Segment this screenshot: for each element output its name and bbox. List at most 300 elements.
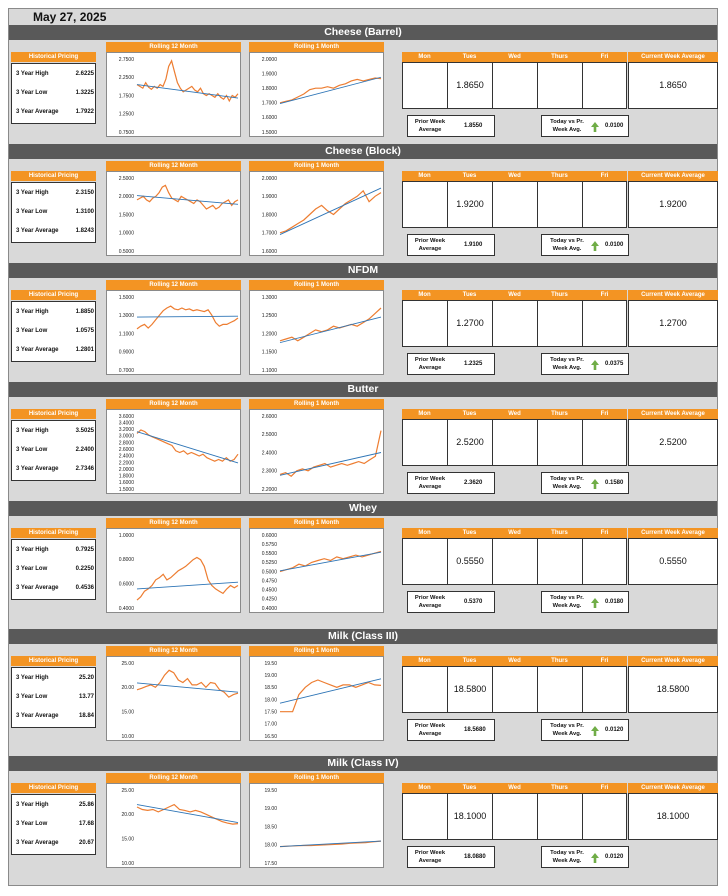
mon-price: [403, 794, 448, 839]
y-tick-label: 1.7500: [118, 93, 134, 100]
rolling-12-month-header: Rolling 12 Month: [106, 280, 241, 290]
prior-week-average-label: Prior Week Average: [414, 357, 446, 371]
y-tick-label: 1.5000: [261, 129, 277, 136]
today-vs-prior-value: 0.0100: [605, 123, 624, 129]
y-tick-label: 1.9000: [261, 194, 277, 201]
mon-header: Mon: [402, 290, 447, 300]
rolling-1-month-header: Rolling 1 Month: [249, 773, 384, 783]
price-report-sheet: [8, 8, 718, 886]
three-year-average-label: 3 Year Average: [16, 228, 59, 234]
thurs-price: [538, 182, 583, 227]
three-year-average-value: 18.84: [78, 713, 94, 719]
y-tick-label: 19.00: [264, 806, 277, 813]
y-tick-label: 2.2500: [118, 75, 134, 82]
fri-price: [583, 667, 626, 712]
y-tick-label: 1.3000: [118, 313, 134, 320]
y-tick-label: 0.9000: [118, 349, 134, 356]
price-series-line: [137, 558, 238, 601]
rolling-1-month-header: Rolling 1 Month: [249, 518, 384, 528]
price-series-line: [137, 306, 238, 329]
y-tick-label: 3.0000: [118, 433, 134, 440]
y-tick-label: 0.5750: [261, 541, 277, 548]
y-tick-label: 0.6000: [261, 532, 277, 539]
prior-week-average-value: 18.0880: [464, 854, 486, 860]
historical-pricing-header: Historical Pricing: [11, 290, 96, 300]
three-year-low-value: 1.3225: [75, 90, 94, 96]
rolling-1-month-header: Rolling 1 Month: [249, 399, 384, 409]
y-tick-label: 19.00: [264, 672, 277, 679]
three-year-average-value: 1.7922: [75, 109, 94, 115]
current-week-average-value: 1.8650: [628, 62, 718, 109]
three-year-low-label: 3 Year Low: [16, 694, 48, 700]
rolling-12-month-chart: [106, 656, 241, 741]
y-tick-label: 0.4750: [261, 578, 277, 585]
three-year-high-value: 1.8850: [75, 309, 94, 315]
y-tick-label: 1.8000: [261, 212, 277, 219]
prior-week-average-label: Prior Week Average: [414, 850, 446, 864]
three-year-average-value: 1.2801: [75, 347, 94, 353]
y-tick-label: 2.0000: [118, 194, 134, 201]
wed-header: Wed: [492, 290, 537, 300]
y-tick-label: 20.00: [121, 685, 134, 692]
three-year-average-label: 3 Year Average: [16, 347, 59, 353]
y-tick-label: 2.6000: [261, 413, 277, 420]
price-series-line: [137, 670, 238, 697]
rolling-12-month-header: Rolling 12 Month: [106, 42, 241, 52]
three-year-average-label: 3 Year Average: [16, 466, 59, 472]
wed-header: Wed: [492, 528, 537, 538]
three-year-low-value: 17.68: [78, 821, 94, 827]
historical-pricing-box: [11, 667, 96, 728]
y-tick-label: 15.00: [121, 709, 134, 716]
three-year-high-row: [16, 428, 94, 434]
wed-price: [493, 794, 538, 839]
prior-week-average-label: Prior Week Average: [414, 595, 446, 609]
y-tick-label: 2.5000: [118, 175, 134, 182]
rolling-12-month-chart: [106, 409, 241, 494]
up-arrow-icon: [591, 598, 599, 608]
three-year-high-label: 3 Year High: [16, 547, 49, 553]
y-tick-label: 1.3000: [261, 294, 277, 301]
y-tick-label: 18.50: [264, 685, 277, 692]
three-year-low-value: 2.2400: [75, 447, 94, 453]
chart-svg: [250, 529, 385, 614]
fri-header: Fri: [582, 783, 627, 793]
section-title: NFDM: [9, 263, 717, 278]
three-year-high-value: 0.7925: [75, 547, 94, 553]
prior-week-average-value: 1.8550: [464, 123, 483, 129]
tues-header: Tues: [447, 52, 492, 62]
y-tick-label: 17.50: [264, 709, 277, 716]
y-tick-label: 3.4000: [118, 420, 134, 427]
mon-price: [403, 182, 448, 227]
price-series-line: [280, 680, 381, 712]
historical-pricing-header: Historical Pricing: [11, 409, 96, 419]
fri-header: Fri: [582, 409, 627, 419]
wed-header: Wed: [492, 409, 537, 419]
current-week-average-header: Current Week Average: [628, 290, 718, 300]
y-tick-label: 0.7000: [118, 367, 134, 374]
y-tick-label: 2.0000: [261, 175, 277, 182]
trend-line: [137, 683, 238, 692]
up-arrow-icon: [591, 853, 599, 863]
current-week-average-value: 18.1000: [628, 793, 718, 840]
y-tick-label: 0.4000: [118, 605, 134, 612]
fri-price: [583, 182, 626, 227]
three-year-high-value: 25.20: [78, 675, 94, 681]
thurs-header: Thurs: [537, 528, 582, 538]
three-year-high-label: 3 Year High: [16, 190, 49, 196]
y-tick-label: 0.6000: [118, 581, 134, 588]
fri-price: [583, 63, 626, 108]
up-arrow-icon: [591, 726, 599, 736]
three-year-low-label: 3 Year Low: [16, 821, 48, 827]
price-series-line: [137, 61, 238, 101]
mon-header: Mon: [402, 783, 447, 793]
rolling-12-month-header: Rolling 12 Month: [106, 518, 241, 528]
wed-price: [493, 667, 538, 712]
mon-price: [403, 420, 448, 465]
trend-line: [280, 317, 381, 343]
thurs-price: [538, 420, 583, 465]
current-week-average-header: Current Week Average: [628, 409, 718, 419]
y-tick-label: 1.1000: [261, 367, 277, 374]
today-vs-prior-label: Today vs Pr. Week Avg.: [550, 238, 584, 252]
thurs-header: Thurs: [537, 656, 582, 666]
chart-svg: [107, 784, 242, 869]
three-year-average-row: [16, 347, 94, 353]
section-title: Milk (Class III): [9, 629, 717, 644]
report-date: May 27, 2025: [33, 10, 107, 24]
wed-price: [493, 301, 538, 346]
y-tick-label: 2.8000: [118, 440, 134, 447]
today-vs-prior-label: Today vs Pr. Week Avg.: [550, 595, 584, 609]
historical-pricing-box: [11, 794, 96, 855]
y-tick-label: 1.1000: [118, 331, 134, 338]
up-arrow-icon: [591, 360, 599, 370]
three-year-average-label: 3 Year Average: [16, 109, 59, 115]
y-tick-label: 2.4000: [261, 450, 277, 457]
three-year-average-row: [16, 585, 94, 591]
three-year-low-value: 1.3100: [75, 209, 94, 215]
today-vs-prior-value: 0.0120: [605, 727, 624, 733]
current-week-average-header: Current Week Average: [628, 656, 718, 666]
three-year-low-row: [16, 447, 94, 453]
section-title: Milk (Class IV): [9, 756, 717, 771]
current-week-average-header: Current Week Average: [628, 52, 718, 62]
trend-line: [137, 805, 238, 823]
daily-prices-row: [402, 793, 627, 840]
three-year-high-row: [16, 547, 94, 553]
three-year-average-value: 2.7346: [75, 466, 94, 472]
up-arrow-icon: [591, 479, 599, 489]
y-tick-label: 15.00: [121, 836, 134, 843]
commodity-section: [9, 144, 719, 262]
y-tick-label: 1.6000: [261, 248, 277, 255]
fri-price: [583, 539, 626, 584]
tues-header: Tues: [447, 171, 492, 181]
daily-prices-row: [402, 538, 627, 585]
commodity-section: [9, 382, 719, 500]
prior-week-average-box: [407, 719, 495, 741]
today-vs-prior-label: Today vs Pr. Week Avg.: [550, 850, 584, 864]
rolling-1-month-chart: [249, 171, 384, 256]
wed-header: Wed: [492, 783, 537, 793]
historical-pricing-box: [11, 301, 96, 362]
y-tick-label: 18.00: [264, 842, 277, 849]
current-week-average-value: 1.9200: [628, 181, 718, 228]
today-vs-prior-value: 0.0100: [605, 242, 624, 248]
trend-line: [280, 679, 381, 703]
y-tick-label: 3.2000: [118, 427, 134, 434]
commodity-section: [9, 25, 719, 143]
y-tick-label: 2.4000: [118, 453, 134, 460]
today-vs-prior-value: 0.1580: [605, 480, 624, 486]
tues-header: Tues: [447, 528, 492, 538]
three-year-high-row: [16, 802, 94, 808]
three-year-low-label: 3 Year Low: [16, 447, 48, 453]
price-series-line: [280, 431, 381, 477]
today-vs-prior-box: [541, 234, 629, 256]
today-vs-prior-label: Today vs Pr. Week Avg.: [550, 476, 584, 490]
tues-header: Tues: [447, 783, 492, 793]
prior-week-average-box: [407, 472, 495, 494]
y-tick-label: 17.50: [264, 860, 277, 867]
historical-pricing-box: [11, 539, 96, 600]
rolling-12-month-chart: [106, 171, 241, 256]
three-year-high-label: 3 Year High: [16, 71, 49, 77]
rolling-1-month-chart: [249, 290, 384, 375]
mon-header: Mon: [402, 656, 447, 666]
section-title: Cheese (Barrel): [9, 25, 717, 40]
today-vs-prior-label: Today vs Pr. Week Avg.: [550, 723, 584, 737]
three-year-average-label: 3 Year Average: [16, 840, 59, 846]
y-tick-label: 2.0000: [261, 56, 277, 63]
mon-header: Mon: [402, 528, 447, 538]
y-tick-label: 2.2000: [118, 460, 134, 467]
three-year-high-row: [16, 71, 94, 77]
three-year-high-value: 2.3150: [75, 190, 94, 196]
y-tick-label: 19.50: [264, 660, 277, 667]
prior-week-average-label: Prior Week Average: [414, 119, 446, 133]
today-vs-prior-box: [541, 115, 629, 137]
y-tick-label: 25.00: [121, 660, 134, 667]
y-tick-label: 0.5000: [261, 569, 277, 576]
tues-header: Tues: [447, 656, 492, 666]
trend-line: [280, 453, 381, 476]
chart-svg: [250, 784, 385, 869]
current-week-average-header: Current Week Average: [628, 528, 718, 538]
historical-pricing-box: [11, 182, 96, 243]
trend-line: [137, 432, 238, 463]
y-tick-label: 0.4250: [261, 596, 277, 603]
rolling-1-month-chart: [249, 52, 384, 137]
three-year-average-row: [16, 713, 94, 719]
y-tick-label: 2.2000: [261, 486, 277, 493]
y-tick-label: 1.0000: [118, 230, 134, 237]
prior-week-average-box: [407, 846, 495, 868]
rolling-1-month-chart: [249, 409, 384, 494]
rolling-12-month-chart: [106, 52, 241, 137]
up-arrow-icon: [591, 241, 599, 251]
y-tick-label: 1.9000: [261, 71, 277, 78]
today-vs-prior-box: [541, 353, 629, 375]
trend-line: [280, 77, 381, 103]
thurs-header: Thurs: [537, 52, 582, 62]
y-tick-label: 3.6000: [118, 413, 134, 420]
trend-line: [137, 196, 238, 205]
rolling-12-month-header: Rolling 12 Month: [106, 399, 241, 409]
wed-price: [493, 539, 538, 584]
wed-header: Wed: [492, 171, 537, 181]
three-year-low-row: [16, 90, 94, 96]
y-tick-label: 17.00: [264, 721, 277, 728]
rolling-1-month-header: Rolling 1 Month: [249, 161, 384, 171]
y-tick-label: 0.5500: [261, 551, 277, 558]
prior-week-average-value: 1.9100: [464, 242, 483, 248]
y-tick-label: 1.2500: [261, 313, 277, 320]
mon-price: [403, 301, 448, 346]
prior-week-average-value: 1.2325: [464, 361, 483, 367]
today-vs-prior-value: 0.0180: [605, 599, 624, 605]
section-title: Butter: [9, 382, 717, 397]
three-year-high-value: 25.86: [78, 802, 94, 808]
historical-pricing-header: Historical Pricing: [11, 656, 96, 666]
mon-header: Mon: [402, 52, 447, 62]
y-tick-label: 1.7000: [261, 230, 277, 237]
price-series-line: [137, 430, 238, 461]
wed-header: Wed: [492, 52, 537, 62]
y-tick-label: 10.00: [121, 860, 134, 867]
y-tick-label: 10.00: [121, 733, 134, 740]
chart-svg: [250, 657, 385, 742]
rolling-12-month-chart: [106, 528, 241, 613]
prior-week-average-value: 0.5370: [464, 599, 483, 605]
tues-price: 18.1000: [448, 794, 493, 839]
thurs-header: Thurs: [537, 290, 582, 300]
y-tick-label: 1.5000: [118, 486, 134, 493]
historical-pricing-box: [11, 63, 96, 124]
y-tick-label: 1.5000: [118, 212, 134, 219]
three-year-low-value: 0.2250: [75, 566, 94, 572]
today-vs-prior-box: [541, 472, 629, 494]
fri-header: Fri: [582, 290, 627, 300]
daily-prices-row: [402, 181, 627, 228]
y-tick-label: 0.5000: [118, 248, 134, 255]
daily-prices-row: [402, 666, 627, 713]
y-tick-label: 2.6000: [118, 446, 134, 453]
three-year-high-row: [16, 190, 94, 196]
y-tick-label: 1.6000: [118, 480, 134, 487]
y-tick-label: 18.50: [264, 824, 277, 831]
y-tick-label: 2.5000: [261, 432, 277, 439]
three-year-high-label: 3 Year High: [16, 309, 49, 315]
historical-pricing-header: Historical Pricing: [11, 171, 96, 181]
today-vs-prior-value: 0.0120: [605, 854, 624, 860]
three-year-high-row: [16, 309, 94, 315]
rolling-1-month-header: Rolling 1 Month: [249, 280, 384, 290]
chart-svg: [250, 53, 385, 138]
section-title: Whey: [9, 501, 717, 516]
three-year-low-row: [16, 566, 94, 572]
rolling-1-month-chart: [249, 656, 384, 741]
y-tick-label: 2.3000: [261, 468, 277, 475]
thurs-price: [538, 794, 583, 839]
y-tick-label: 25.00: [121, 787, 134, 794]
mon-price: [403, 667, 448, 712]
chart-svg: [250, 291, 385, 376]
chart-svg: [107, 53, 242, 138]
current-week-average-value: 0.5550: [628, 538, 718, 585]
y-tick-label: 0.4500: [261, 587, 277, 594]
rolling-12-month-chart: [106, 783, 241, 868]
wed-price: [493, 63, 538, 108]
today-vs-prior-box: [541, 591, 629, 613]
tues-price: 0.5550: [448, 539, 493, 584]
y-tick-label: 1.2500: [118, 111, 134, 118]
chart-svg: [107, 172, 242, 257]
y-tick-label: 1.8000: [261, 86, 277, 92]
trend-line: [137, 316, 238, 317]
three-year-low-value: 13.77: [78, 694, 94, 700]
prior-week-average-label: Prior Week Average: [414, 723, 446, 737]
current-week-average-header: Current Week Average: [628, 171, 718, 181]
y-tick-label: 0.8000: [118, 557, 134, 564]
y-tick-label: 18.00: [264, 697, 277, 704]
commodity-section: [9, 501, 719, 619]
trend-line: [137, 85, 238, 99]
historical-pricing-header: Historical Pricing: [11, 52, 96, 62]
three-year-high-label: 3 Year High: [16, 802, 49, 808]
three-year-average-value: 20.67: [78, 840, 94, 846]
three-year-average-row: [16, 228, 94, 234]
three-year-average-row: [16, 840, 94, 846]
commodity-section: [9, 756, 719, 874]
mon-price: [403, 539, 448, 584]
rolling-1-month-header: Rolling 1 Month: [249, 42, 384, 52]
prior-week-average-box: [407, 234, 495, 256]
fri-header: Fri: [582, 656, 627, 666]
current-week-average-value: 18.5800: [628, 666, 718, 713]
prior-week-average-label: Prior Week Average: [414, 238, 446, 252]
y-tick-label: 1.1500: [261, 349, 277, 356]
y-tick-label: 1.6000: [261, 115, 277, 122]
thurs-header: Thurs: [537, 409, 582, 419]
y-tick-label: 2.7500: [118, 56, 134, 63]
current-week-average-value: 1.2700: [628, 300, 718, 347]
tues-price: 1.8650: [448, 63, 493, 108]
three-year-low-row: [16, 209, 94, 215]
y-tick-label: 1.8000: [118, 473, 134, 480]
three-year-high-label: 3 Year High: [16, 675, 49, 681]
three-year-average-label: 3 Year Average: [16, 713, 59, 719]
y-tick-label: 1.0000: [118, 532, 134, 539]
today-vs-prior-box: [541, 846, 629, 868]
y-tick-label: 1.2000: [261, 331, 277, 338]
current-week-average-value: 2.5200: [628, 419, 718, 466]
y-tick-label: 0.7500: [118, 129, 134, 136]
today-vs-prior-value: 0.0375: [605, 361, 624, 367]
trend-line: [280, 552, 381, 571]
thurs-price: [538, 301, 583, 346]
chart-svg: [107, 410, 242, 495]
three-year-low-row: [16, 821, 94, 827]
historical-pricing-header: Historical Pricing: [11, 528, 96, 538]
up-arrow-icon: [591, 122, 599, 132]
y-tick-label: 2.0000: [118, 466, 134, 473]
three-year-average-row: [16, 109, 94, 115]
chart-svg: [107, 529, 242, 614]
